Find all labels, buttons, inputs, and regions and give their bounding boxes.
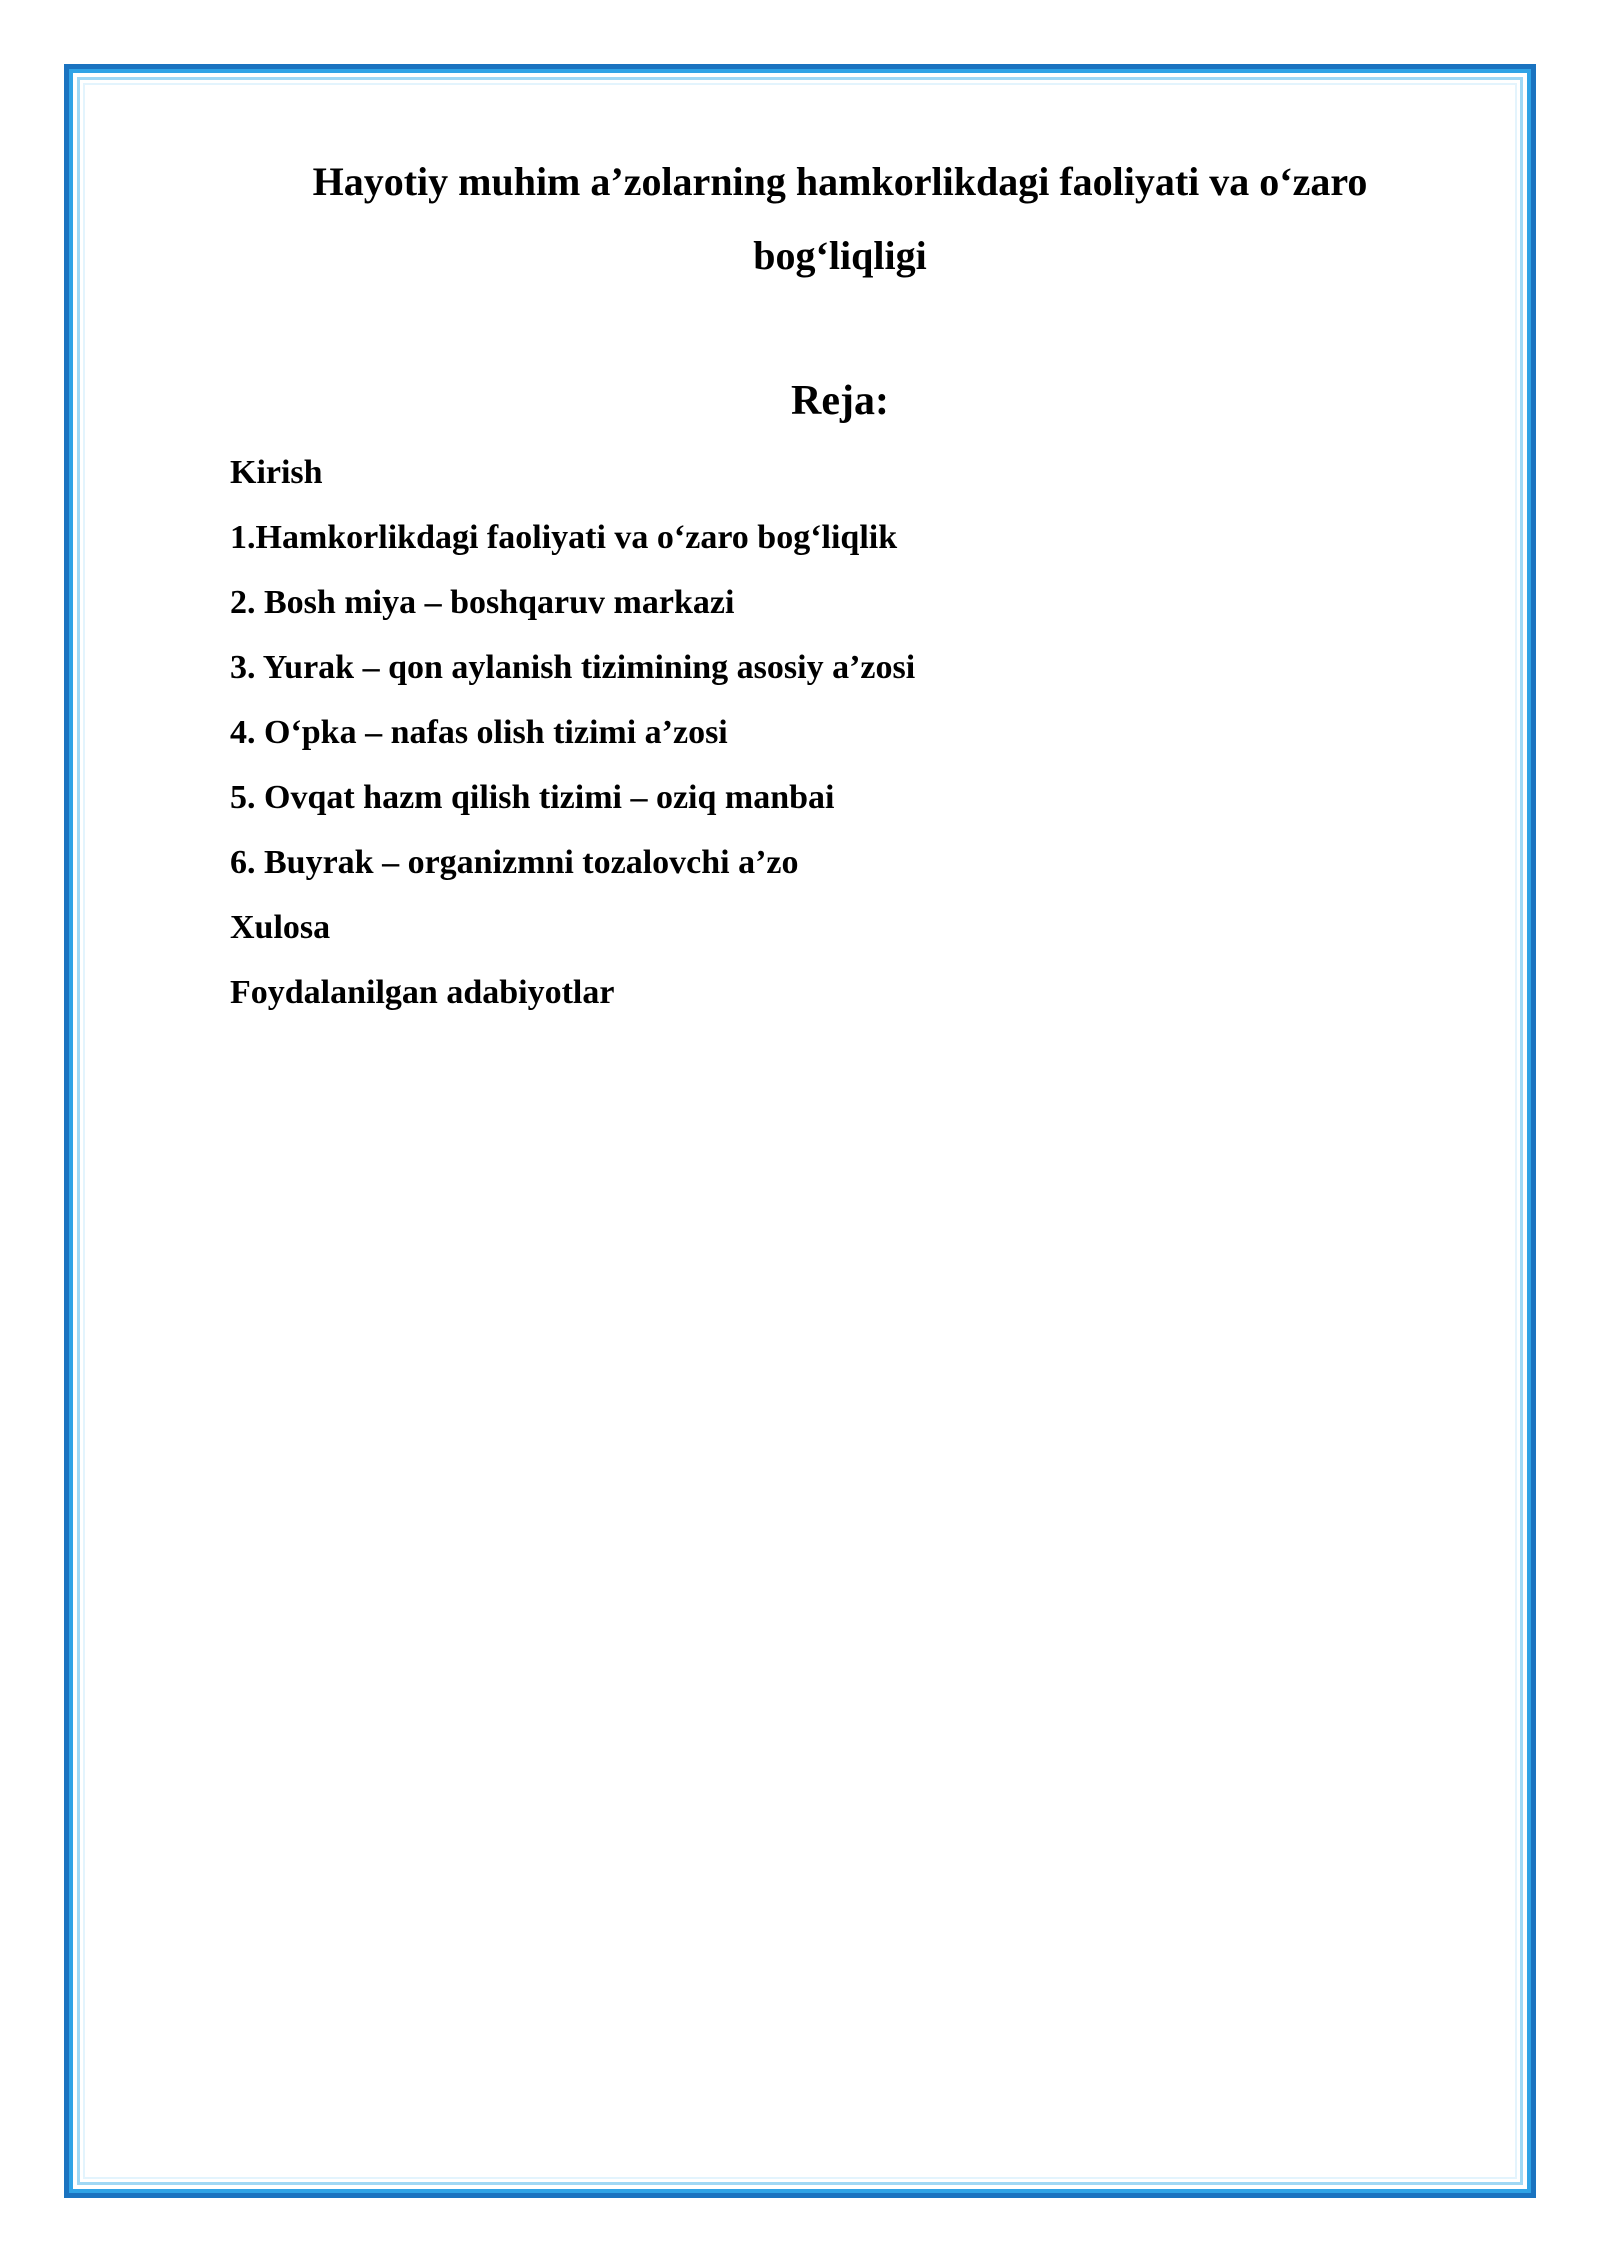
plan-item-5: 5. Ovqat hazm qilish tizimi – oziq manbai xyxy=(230,779,835,816)
plan-item-introduction: Kirish xyxy=(230,454,323,491)
plan-item-conclusion: Xulosa xyxy=(230,909,331,946)
plan-item-4: 4. O‘pka – nafas olish tizimi a’zosi xyxy=(230,714,728,751)
plan-heading: Reja: xyxy=(791,378,889,424)
document-title: Hayotiy muhim a’zolarning hamkorlikdagi faoliyati va o‘zaro bog‘liqligi xyxy=(312,159,1368,278)
plan-item-3: 3. Yurak – qon aylanish tizimining asosiy a’zosi xyxy=(230,649,916,686)
plan-list xyxy=(230,440,915,1025)
plan-item-references: Foydalanilgan adabiyotlar xyxy=(230,974,615,1011)
plan-item-6: 6. Buyrak – organizmni tozalovchi a’zo xyxy=(230,844,799,881)
plan-item-2: 2. Bosh miya – boshqaruv markazi xyxy=(230,584,735,621)
plan-item-1: 1.Hamkorlikdagi faoliyati va o‘zaro bog‘liqlik xyxy=(230,519,898,556)
